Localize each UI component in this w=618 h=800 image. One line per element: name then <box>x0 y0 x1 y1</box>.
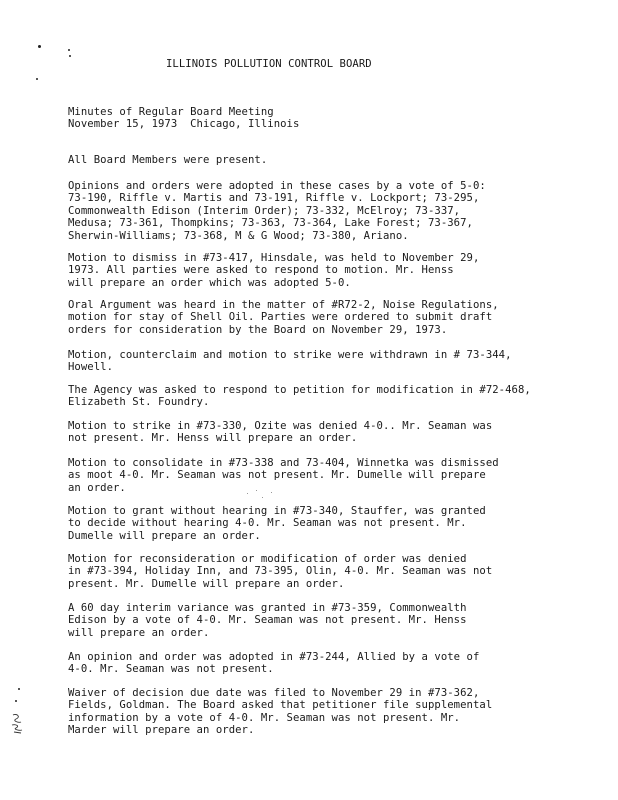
paragraph-ozite <box>68 420 588 445</box>
paragraph-line: Oral Argument was heard in the matter of #R72-2, Noise Regulations, <box>68 299 499 311</box>
paragraph-commonwealth-edison <box>68 602 588 639</box>
heading-line: November 15, 1973 Chicago, Illinois <box>68 118 300 131</box>
paragraph-line: Opinions and orders were adopted in these cases by a vote of 5-0: <box>68 180 486 192</box>
paragraph-line: Motion to grant without hearing in #73-340, Stauffer, was granted <box>68 505 486 517</box>
margin-handwriting-mark <box>10 713 24 735</box>
scan-speck <box>38 45 41 48</box>
scan-speck <box>69 55 71 57</box>
paragraph-line: 4-0. Mr. Seaman was not present. <box>68 663 274 676</box>
paragraph-line: in #73-394, Holiday Inn, and 73-395, Olin, 4-0. Mr. Seaman was not <box>68 565 493 578</box>
paragraph-line: 73-190, Riffle v. Martis and 73-191, Riffle v. Lockport; 73-295, <box>68 192 480 205</box>
paragraph-line: Motion to consolidate in #73-338 and 73-404, Winnetka was dismissed <box>68 457 499 469</box>
paragraph-opinions-adopted <box>68 180 588 242</box>
paragraph-howell <box>68 349 588 374</box>
paragraph-line: not present. Mr. Henss will prepare an order. <box>68 432 358 445</box>
paragraph-line: Dumelle will prepare an order. <box>68 529 261 542</box>
paragraph-line: Medusa; 73-361, Thompkins; 73-363, 73-364, Lake Forest; 73-367, <box>68 217 473 230</box>
paragraph-line: Sherwin-Williams; 73-368, M & G Wood; 73-380, Ariano. <box>68 229 409 242</box>
paragraph-line: Motion to strike in #73-330, Ozite was denied 4-0.. Mr. Seaman was <box>68 420 493 432</box>
paragraph-line: as moot 4-0. Mr. Seaman was not present. Mr. Dumelle will prepare <box>68 469 486 482</box>
paragraph-line: Motion, counterclaim and motion to strike were withdrawn in # 73-344, <box>68 349 512 361</box>
paragraph-line: to decide without hearing 4-0. Mr. Seaman was not present. Mr. <box>68 517 467 530</box>
scan-speck <box>68 49 70 51</box>
paragraph-stauffer <box>68 505 588 542</box>
paragraph-line: will prepare an order. <box>68 626 210 639</box>
paragraph-fields-goldman <box>68 687 588 737</box>
paragraph-line: present. Mr. Dumelle will prepare an order. <box>68 577 345 590</box>
paragraph-line: The Agency was asked to respond to petition for modification in #72-468, <box>68 384 531 396</box>
paragraph-line: Elizabeth St. Foundry. <box>68 396 210 409</box>
paragraph-line: motion for stay of Shell Oil. Parties were ordered to submit draft <box>68 311 493 324</box>
paragraph-allied <box>68 651 588 676</box>
document-title: ILLINOIS POLLUTION CONTROL BOARD <box>166 58 372 70</box>
paragraph-elizabeth-foundry <box>68 384 588 409</box>
paragraph-line: Fields, Goldman. The Board asked that petitioner file supplemental <box>68 699 493 712</box>
paragraph-line: orders for consideration by the Board on November 29, 1973. <box>68 323 448 336</box>
paragraph-winnetka <box>68 457 588 494</box>
paragraph-hinsdale <box>68 252 588 289</box>
paragraph-holiday-inn <box>68 553 588 590</box>
scan-speck <box>262 497 263 498</box>
paragraph-line: A 60 day interim variance was granted in #73-359, Commonwealth <box>68 602 467 614</box>
scan-speck <box>18 688 20 690</box>
paragraph-line: An opinion and order was adopted in #73-244, Allied by a vote of <box>68 651 480 663</box>
paragraph-line: Commonwealth Edison (Interim Order); 73-332, McElroy; 73-337, <box>68 204 461 217</box>
heading-line: Minutes of Regular Board Meeting <box>68 106 274 118</box>
paragraph-line: an order. <box>68 481 126 494</box>
paragraph-line: Waiver of decision due date was filed to November 29 in #73-362, <box>68 687 480 699</box>
scan-speck <box>36 78 38 80</box>
paragraph-line: will prepare an order which was adopted 5-0. <box>68 276 351 289</box>
paragraph-line: Motion for reconsideration or modification of order was denied <box>68 553 467 565</box>
paragraph-line: 1973. All parties were asked to respond to motion. Mr. Henss <box>68 264 454 277</box>
paragraph-line: Howell. <box>68 361 113 374</box>
paragraph-noise-regulations <box>68 299 588 336</box>
paragraph-line: Edison by a vote of 4-0. Mr. Seaman was not present. Mr. Henss <box>68 614 467 627</box>
scan-speck <box>15 700 17 702</box>
paragraph-line: information by a vote of 4-0. Mr. Seaman was not present. Mr. <box>68 711 461 724</box>
paragraph-line: Motion to dismiss in #73-417, Hinsdale, was held to November 29, <box>68 252 480 264</box>
meeting-heading <box>68 106 588 131</box>
paragraph-line: Marder will prepare an order. <box>68 724 255 737</box>
paragraph-line: All Board Members were present. <box>68 154 268 166</box>
paragraph-attendance <box>68 154 588 166</box>
